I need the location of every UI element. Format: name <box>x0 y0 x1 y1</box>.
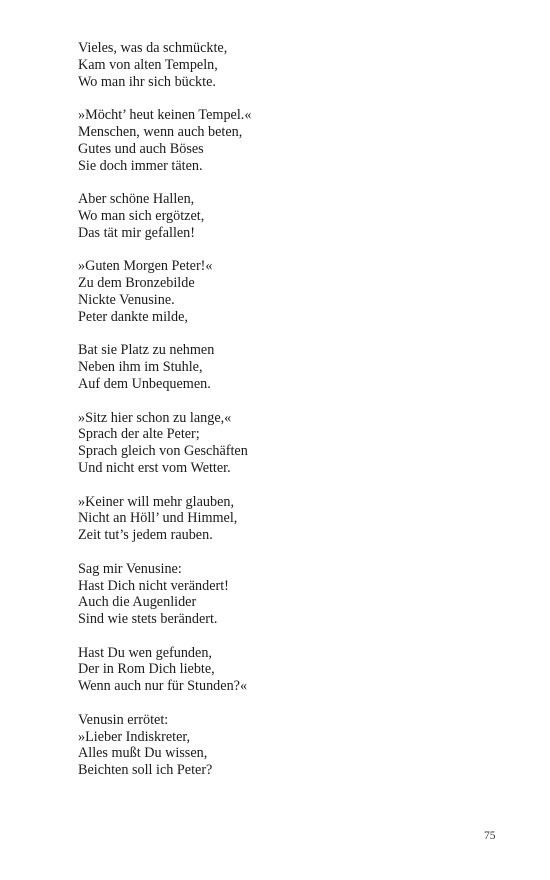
stanza-9 <box>78 645 498 695</box>
poem-line: Auf dem Unbequemen. <box>78 375 211 392</box>
poem-line: »Möcht’ heut keinen Tempel.« <box>78 107 252 124</box>
poem-line: Sie doch immer täten. <box>78 157 203 174</box>
poem-line: »Keiner will mehr glauben, <box>78 493 235 510</box>
poem-line: Bat sie Platz zu nehmen <box>78 342 215 359</box>
stanza-3 <box>78 191 498 241</box>
stanza-10 <box>78 712 498 779</box>
stanza-4 <box>78 258 498 325</box>
poem-line: Wo man sich ergötzet, <box>78 207 205 224</box>
poem-line: Nicht an Höll’ und Himmel, <box>78 510 238 527</box>
poem-line: Zu dem Bronzebilde <box>78 275 195 292</box>
stanza-6 <box>78 410 498 477</box>
stanza-8 <box>78 561 498 628</box>
poem-line: Beichten soll ich Peter? <box>78 762 213 779</box>
poem-line: Zeit tut’s jedem rauben. <box>78 527 213 544</box>
poem-line: Wenn auch nur für Stunden?« <box>78 678 248 695</box>
poem-line: Sag mir Venusine: <box>78 560 182 577</box>
poem-text <box>78 40 498 796</box>
poem-line: Nickte Venusine. <box>78 291 175 308</box>
poem-line: Wo man ihr sich bückte. <box>78 73 216 90</box>
poem-line: »Lieber Indiskreter, <box>78 728 191 745</box>
poem-line: »Sitz hier schon zu lange,« <box>78 409 232 426</box>
poem-line: »Guten Morgen Peter!« <box>78 258 213 275</box>
stanza-7 <box>78 494 498 544</box>
poem-line: Menschen, wenn auch beten, <box>78 123 243 140</box>
poem-line: Sprach gleich von Geschäften <box>78 443 248 460</box>
stanza-1 <box>78 40 498 90</box>
poem-line: Das tät mir gefallen! <box>78 224 195 241</box>
poem-line: Und nicht erst vom Wetter. <box>78 459 231 476</box>
poem-line: Hast Dich nicht verändert! <box>78 577 229 594</box>
poem-line: Sprach der alte Peter; <box>78 426 200 443</box>
page-number: 75 <box>484 830 496 842</box>
poem-line: Aber schöne Hallen, <box>78 191 195 208</box>
poem-line: Kam von alten Tempeln, <box>78 56 218 73</box>
poem-line: Vieles, was da schmückte, <box>78 40 228 56</box>
stanza-5 <box>78 342 498 392</box>
poem-line: Sind wie stets berändert. <box>78 611 218 628</box>
poem-line: Neben ihm im Stuhle, <box>78 359 203 376</box>
poem-line: Alles mußt Du wissen, <box>78 745 208 762</box>
poem-line: Hast Du wen gefunden, <box>78 644 212 661</box>
stanza-2 <box>78 107 498 174</box>
poem-line: Venusin errötet: <box>78 711 169 728</box>
poem-line: Der in Rom Dich liebte, <box>78 661 215 678</box>
poem-line: Peter dankte milde, <box>78 308 188 325</box>
poem-line: Gutes und auch Böses <box>78 140 204 157</box>
poem-line: Auch die Augenlider <box>78 594 197 611</box>
